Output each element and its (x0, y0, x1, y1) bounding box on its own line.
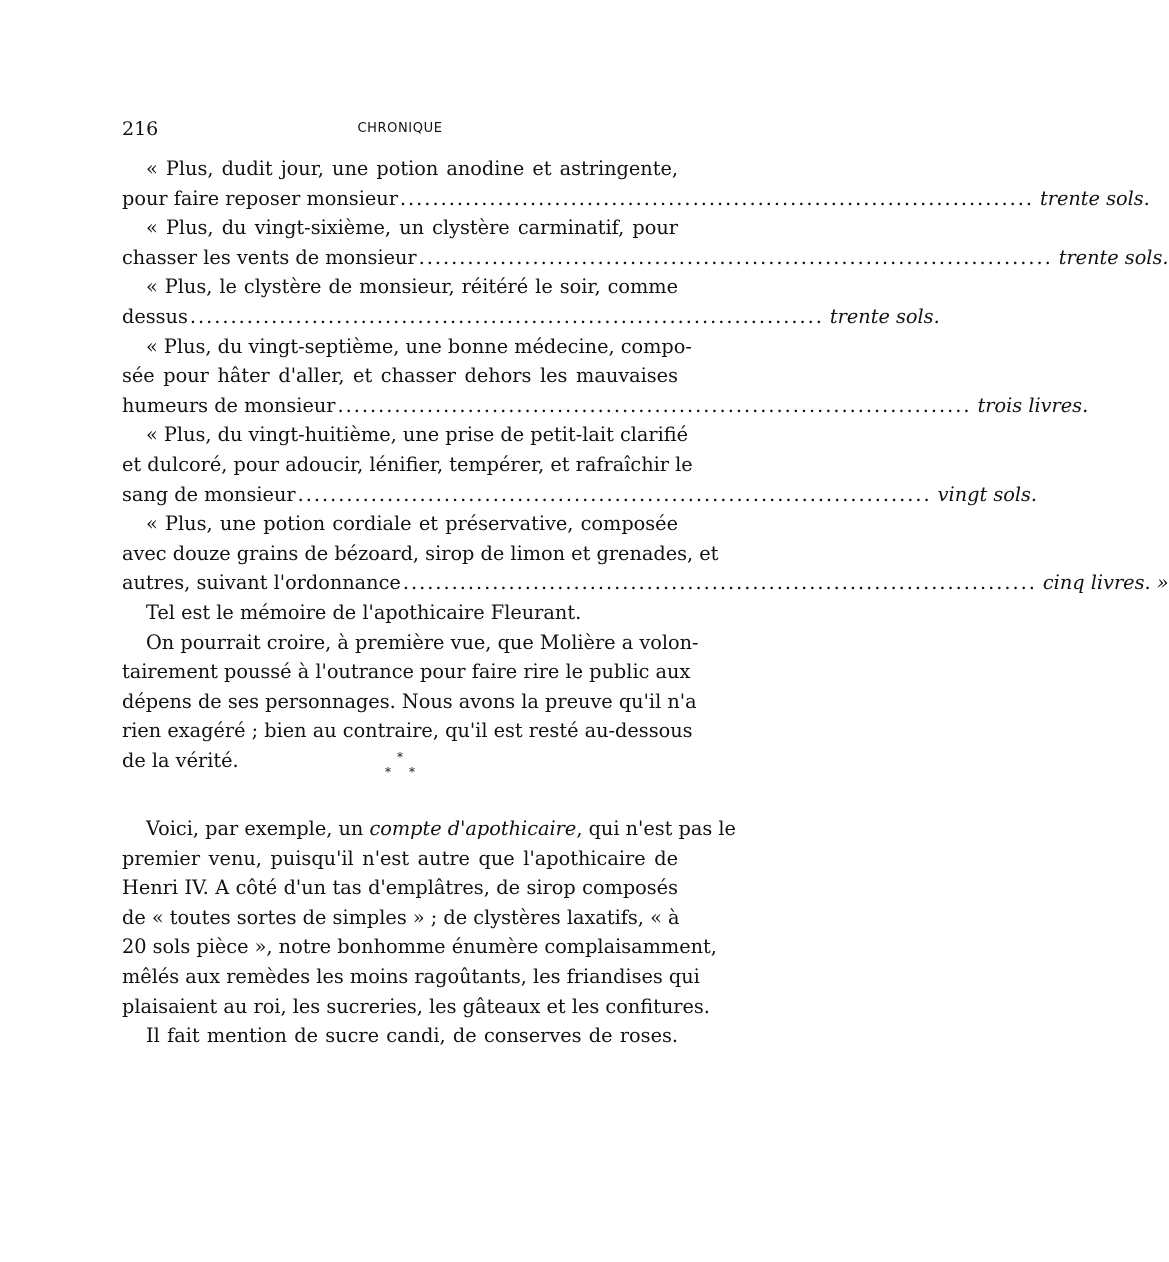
voici-line-5: 20 sols pièce », notre bonhomme énumère complaisamment, (122, 935, 717, 959)
moliere-line-4: rien exagéré ; bien au contraire, qu'il est resté au-dessous (122, 719, 693, 743)
entry-4-price: trois livres. (977, 393, 1089, 417)
entry-3-line-1: « Plus, le clystère de monsieur, réitéré le soir, comme (146, 275, 678, 299)
moliere-line-1: On pourrait croire, à première vue, que Molière a volon- (146, 630, 699, 654)
entry-6-price-line (122, 568, 1169, 598)
entry-5-price-line (122, 480, 1038, 510)
entry-5-line-2: et dulcoré, pour adoucir, lénifier, tempérer, et rafraîchir le (122, 452, 693, 476)
entry-1-price: trente sols. (1039, 186, 1150, 210)
running-title: CHRONIQUE (357, 121, 443, 136)
asterism-star-left: * (385, 765, 391, 779)
entry-6-line-1: « Plus, une potion cordiale et préservative, composée (146, 512, 678, 536)
voici-line-4: de « toutes sortes de simples » ; de clystères laxatifs, « à (122, 905, 680, 929)
entry-6-line-2: avec douze grains de bézoard, sirop de limon et grenades, et (122, 541, 719, 565)
memoire-line: Tel est le mémoire de l'apothicaire Fleurant. (146, 600, 582, 624)
entry-3-price: trente sols. (829, 304, 940, 328)
entry-5-line-1: « Plus, du vingt-huitième, une prise de petit-lait clarifié (146, 423, 689, 447)
entry-4-text: humeurs de monsieur (122, 393, 336, 417)
entry-2-price: trente sols. (1058, 245, 1169, 269)
dot-leader: .............................................................................. (402, 571, 1037, 595)
voici-line-1-start: Voici, par exemple, un (146, 817, 370, 840)
entry-2-line-1: « Plus, du vingt-sixième, un clystère carminatif, pour (146, 216, 678, 240)
voici-line-7: plaisaient au roi, les sucreries, les gâteaux et les confitures. (122, 994, 710, 1018)
voici-line-3: Henri IV. A côté d'un tas d'emplâtres, de sirop composés (122, 876, 678, 900)
final-line: Il fait mention de sucre candi, de conserves de roses. (146, 1024, 678, 1048)
asterism-star-right: * (409, 765, 415, 779)
entry-2-price-line (122, 243, 1169, 273)
voici-italic-title: compte d'apothicaire (369, 817, 577, 840)
page-number: 216 (122, 118, 159, 140)
asterism-star-top: * (397, 750, 403, 764)
entry-4-line-1: « Plus, du vingt-septième, une bonne médecine, compo- (146, 334, 692, 358)
entry-5-price: vingt sols. (937, 482, 1038, 506)
asterism-separator (122, 750, 678, 790)
page-body (122, 154, 1169, 775)
entry-1-price-line (122, 184, 1150, 214)
moliere-line-2: tairement poussé à l'outrance pour faire rire le public aux (122, 660, 691, 684)
entry-6-text: autres, suivant l'ordonnance (122, 571, 401, 595)
entry-1-line-1: « Plus, dudit jour, une potion anodine et astringente, (146, 157, 678, 180)
voici-line-1 (122, 814, 736, 844)
entry-4-line-2: sée pour hâter d'aller, et chasser dehors les mauvaises (122, 364, 678, 388)
voici-line-2: premier venu, puisqu'il n'est autre que l'apothicaire de (122, 846, 678, 870)
dot-leader: .............................................................................. (399, 186, 1034, 210)
moliere-line-5: de la vérité. (122, 748, 239, 772)
voici-line-1-end: , qui n'est pas le (576, 817, 736, 840)
page-header (122, 118, 678, 142)
dot-leader: .............................................................................. (189, 304, 824, 328)
entry-5-text: sang de monsieur (122, 482, 296, 506)
moliere-line-3: dépens de ses personnages. Nous avons la preuve qu'il n'a (122, 689, 697, 713)
entry-4-price-line (122, 391, 1089, 421)
dot-leader: .............................................................................. (297, 482, 932, 506)
entry-3-text: dessus (122, 304, 188, 328)
voici-line-6: mêlés aux remèdes les moins ragoûtants, les friandises qui (122, 964, 700, 988)
dot-leader: .............................................................................. (418, 245, 1053, 269)
entry-1-text: pour faire reposer monsieur (122, 186, 398, 210)
entry-2-text: chasser les vents de monsieur (122, 245, 417, 269)
dot-leader: .............................................................................. (337, 393, 972, 417)
voici-paragraph (122, 814, 736, 1051)
entry-3-price-line (122, 302, 940, 332)
entry-6-price: cinq livres. » (1042, 571, 1169, 595)
